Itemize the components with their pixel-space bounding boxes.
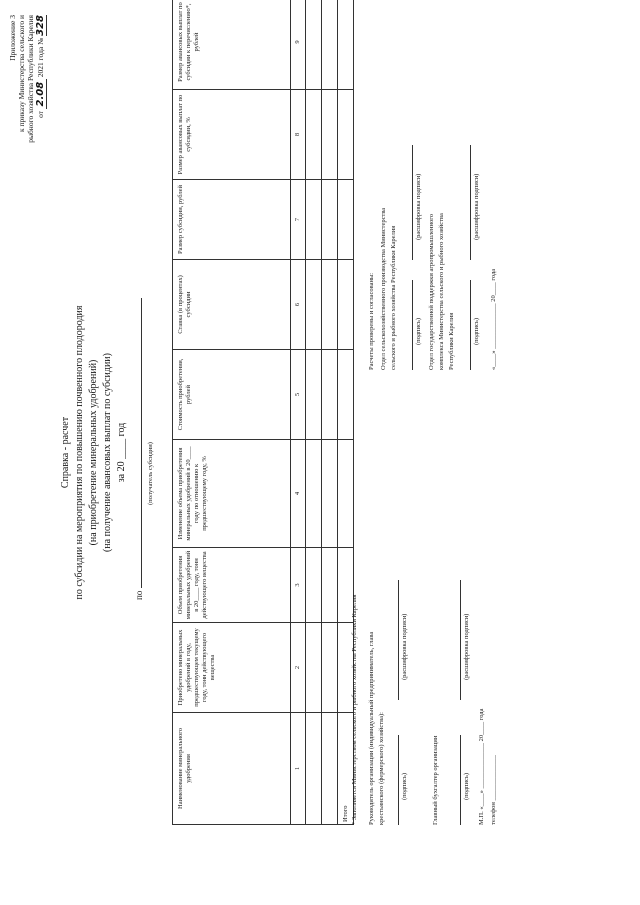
col-number: 4 — [291, 440, 306, 548]
dept1-signature-caption: (подпись) — [415, 318, 422, 345]
dept1-decode-line — [412, 145, 413, 260]
col-header-volume-change: Изменение объема приобретения минеральных удобрений в 20____ году по отношению к предшествующему году, % — [173, 440, 291, 548]
footnote: * Заполняется Министерством сельского и рыбного хозяйства Республики Карелия — [351, 594, 358, 825]
table-header-row — [173, 0, 291, 825]
col-header-prev-year-volume: Приобретено минеральных удобрений в году, предшествующем текущему году, тонн действующего вещества — [173, 623, 291, 713]
recipient-line — [134, 298, 144, 600]
head-decode-caption: (расшифровка подписи) — [401, 613, 408, 680]
dept1-signature-line — [412, 280, 413, 370]
approval-date-line: «____» ______________ 20____ года — [490, 268, 497, 370]
phone-line: телефон ______________ — [490, 755, 497, 825]
annex-date-prefix: от — [36, 110, 45, 118]
col-header-fertilizer-name: Наименование минерального удобрения — [173, 713, 291, 825]
head-label-line-1: Руководитель организации (индивидуальный предприниматель, глава — [368, 631, 375, 825]
doc-subtitle-fertilizers: (на приобретение минеральных удобрений) — [88, 359, 99, 546]
head-signature-caption: (подпись) — [401, 773, 408, 800]
recipient-prefix: по — [134, 590, 144, 600]
dept2-line-1: Отдел государственной поддержки агропромышленного — [428, 214, 435, 370]
chief-accountant-label: Главный бухгалтер организации — [432, 735, 439, 825]
accountant-decode-line — [460, 580, 461, 700]
col-number: 1 — [291, 713, 306, 825]
dept2-signature-caption: (подпись) — [473, 318, 480, 345]
col-number: 3 — [291, 548, 306, 623]
annex-number-handwritten: 328 — [35, 15, 46, 36]
subsidy-table — [172, 0, 354, 825]
dept2-signature-line — [470, 280, 471, 370]
annex-date-handwritten: 2.08 — [35, 79, 47, 109]
checked-label: Расчеты проверены и согласованы: — [368, 272, 375, 370]
doc-title: Справка - расчет — [60, 416, 71, 489]
doc-subtitle-advance: (на получение авансовых выплат по субсидии) — [102, 353, 113, 552]
col-header-advance-amount: Размер авансовых выплат по субсидии к перечислению*, рублей — [173, 0, 291, 90]
col-header-advance-percent: Размер авансовых выплат по субсидии, % — [173, 90, 291, 180]
accountant-signature-caption: (подпись) — [463, 773, 470, 800]
annex-line-2: к приказу Министерства сельского и — [17, 15, 26, 133]
annex-line-3: рыбного хозяйства Республики Карелия — [26, 15, 35, 143]
table-number-row — [291, 0, 306, 825]
dept2-decode-caption: (расшифровка подписи) — [473, 173, 480, 240]
dept1-line-2: сельского и рыбного хозяйства Республики Карелия — [390, 225, 397, 370]
col-number: 9 — [291, 0, 306, 90]
dept1-decode-caption: (расшифровка подписи) — [415, 173, 422, 240]
head-label-line-2: крестьянского (фермерского) хозяйства): — [378, 712, 385, 825]
dept2-decode-line — [470, 145, 471, 260]
annex-date-line — [35, 15, 47, 165]
accountant-signature-line — [460, 735, 461, 825]
col-number: 2 — [291, 623, 306, 713]
doc-year-line: за 20 ____ год — [116, 422, 127, 483]
head-signature-line — [398, 735, 399, 825]
col-header-cost: Стоимость приобретения, рублей — [173, 350, 291, 440]
accountant-decode-caption: (расшифровка подписи) — [463, 613, 470, 680]
col-number: 8 — [291, 90, 306, 180]
head-decode-line — [398, 580, 399, 700]
recipient-caption: (получатель субсидии) — [147, 442, 154, 505]
col-header-current-volume: Объем приобретения минеральных удобрений в 20____ году, тонн действующего вещества — [173, 548, 291, 623]
col-header-subsidy-amount: Размер субсидии, рублей — [173, 180, 291, 260]
recipient-blank — [141, 298, 142, 588]
stamp-date-line: М.П. «____» ______________ 20____ года — [478, 708, 485, 825]
annex-title: Приложение 3 — [8, 15, 17, 61]
table-empty-row — [322, 0, 338, 825]
annex-year-number: 2021 года № — [36, 37, 45, 78]
total-label: Итого — [338, 713, 354, 825]
col-number: 5 — [291, 350, 306, 440]
doc-subtitle: по субсидии на мероприятия по повышению почвенного плодородия — [74, 305, 85, 600]
col-number: 6 — [291, 260, 306, 350]
dept2-line-3: Республики Карелия — [448, 312, 455, 370]
col-header-rate: Ставка (в процентах) субсидии — [173, 260, 291, 350]
col-number: 7 — [291, 180, 306, 260]
dept1-line-1: Отдел сельскохозяйственного производства Министерства — [380, 207, 387, 370]
annex-block — [8, 15, 47, 165]
dept2-line-2: комплекса Министерства сельского и рыбного хозяйства — [438, 213, 445, 370]
table-empty-row — [306, 0, 322, 825]
